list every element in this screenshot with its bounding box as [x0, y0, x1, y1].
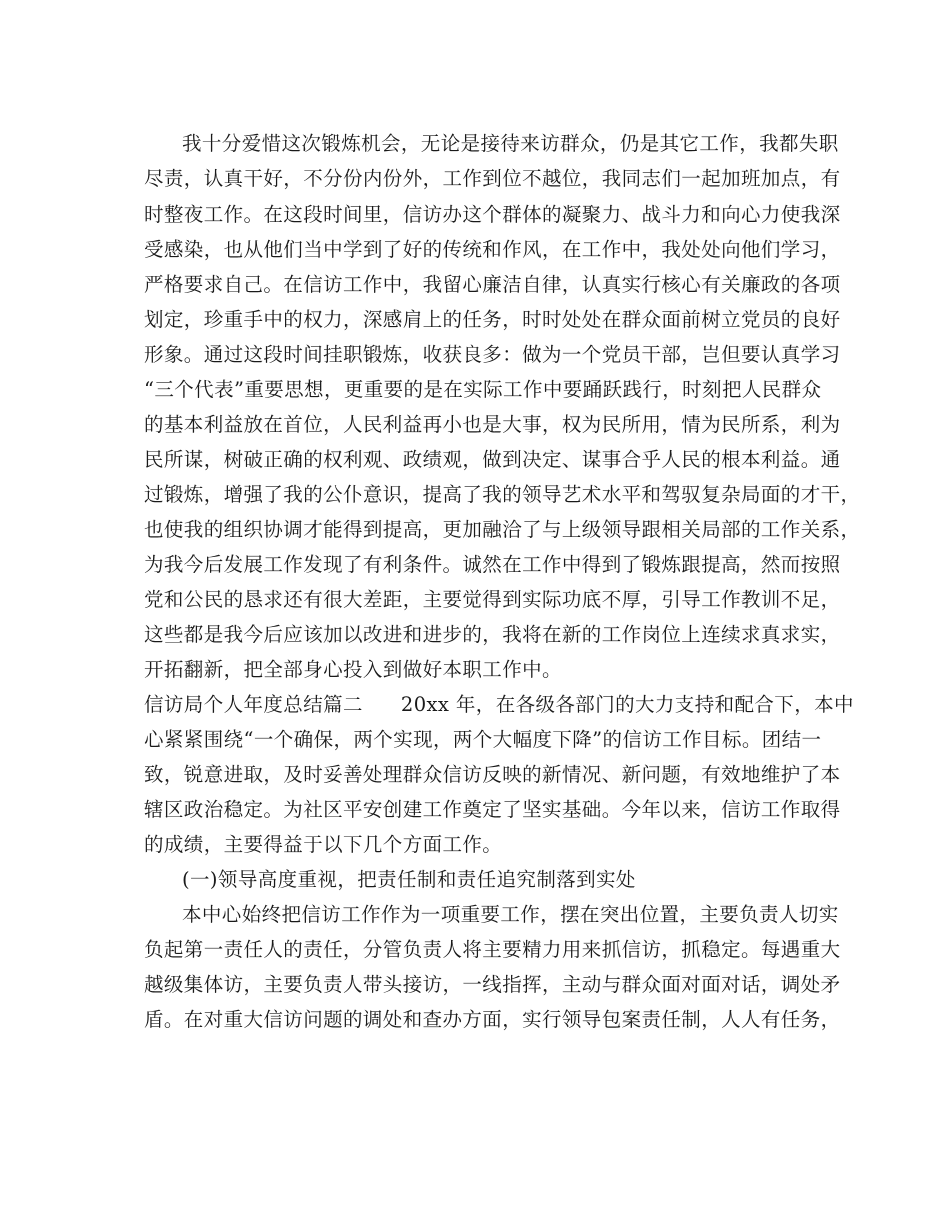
section-title-line	[144, 693, 854, 717]
paragraph-line: 盾。在对重大信访问题的调处和查办方面，实行领导包案责任制，人人有任务，	[144, 1008, 841, 1031]
paragraph-line: 为我今后发展工作发现了有利条件。诚然在工作中得到了锻炼跟提高，然而按照	[144, 553, 841, 576]
paragraph-line: 开拓翻新，把全部身心投入到做好本职工作中。	[144, 658, 562, 681]
paragraph-line: 受感染，也从他们当中学到了好的传统和作风，在工作中，我处处向他们学习，	[144, 238, 841, 261]
paragraph-line: 本中心始终把信访工作作为一项重要工作，摆在突出位置，主要负责人切实	[182, 903, 839, 926]
paragraph-line: 辖区政治稳定。为社区平安创建工作奠定了坚实基础。今年以来，信访工作取得	[144, 798, 841, 821]
paragraph-line: 尽责，认真干好，不分份内份外，工作到位不越位，我同志们一起加班加点，有	[144, 167, 841, 190]
paragraph-line: 严格要求自己。在信访工作中，我留心廉洁自律，认真实行核心有关廉政的各项	[144, 273, 841, 296]
paragraph-line: 负起第一责任人的责任，分管负责人将主要精力用来抓信访，抓稳定。每遇重大	[144, 938, 841, 961]
paragraph-line: 我十分爱惜这次锻炼机会，无论是接待来访群众，仍是其它工作，我都失职	[182, 132, 839, 155]
paragraph-line: 20xx 年，在各级各部门的大力支持和配合下，本中	[400, 693, 854, 716]
section-title: 信访局个人年度总结篇二	[144, 693, 363, 716]
paragraph-line: 心紧紧围绕“一个确保，两个实现，两个大幅度下降”的信访工作目标。团结一	[144, 728, 822, 751]
paragraph-line: “三个代表”重要思想，更重要的是在实际工作中要踊跃践行，时刻把人民群众	[144, 378, 822, 401]
paragraph-line: 的基本利益放在首位，人民利益再小也是大事，权为民所用，情为民所系，利为	[144, 413, 841, 436]
paragraph-line: 形象。通过这段时间挂职锻炼，收获良多：做为一个党员干部，岂但要认真学习	[144, 343, 841, 366]
paragraph-line: 过锻炼，增强了我的公仆意识，提高了我的领导艺术水平和驾驭复杂局面的才干，	[144, 483, 861, 506]
paragraph-line: 越级集体访，主要负责人带头接访，一线指挥，主动与群众面对面对话，调处矛	[144, 973, 841, 996]
paragraph-line: 致，锐意进取，及时妥善处理群众信访反映的新情况、新问题，有效地维护了本	[144, 763, 841, 786]
paragraph-line: 这些都是我今后应该加以改进和进步的，我将在新的工作岗位上连续求真求实，	[144, 623, 841, 646]
paragraph-line: 划定，珍重手中的权力，深感肩上的任务，时时处处在群众面前树立党员的良好	[144, 308, 841, 331]
paragraph-line: 党和公民的恳求还有很大差距，主要觉得到实际功底不厚，引导工作教训不足，	[144, 588, 841, 611]
paragraph-line: 的成绩，主要得益于以下几个方面工作。	[144, 833, 503, 856]
subheading: (一)领导高度重视，把责任制和责任追究制落到实处	[182, 868, 636, 891]
paragraph-line: 也使我的组织协调才能得到提高，更加融洽了与上级领导跟相关局部的工作关系，	[144, 518, 861, 541]
paragraph-line: 时整夜工作。在这段时间里，信访办这个群体的凝聚力、战斗力和向心力使我深	[144, 203, 841, 226]
paragraph-line: 民所谋，树破正确的权利观、政绩观，做到决定、谋事合乎人民的根本利益。通	[144, 448, 841, 471]
